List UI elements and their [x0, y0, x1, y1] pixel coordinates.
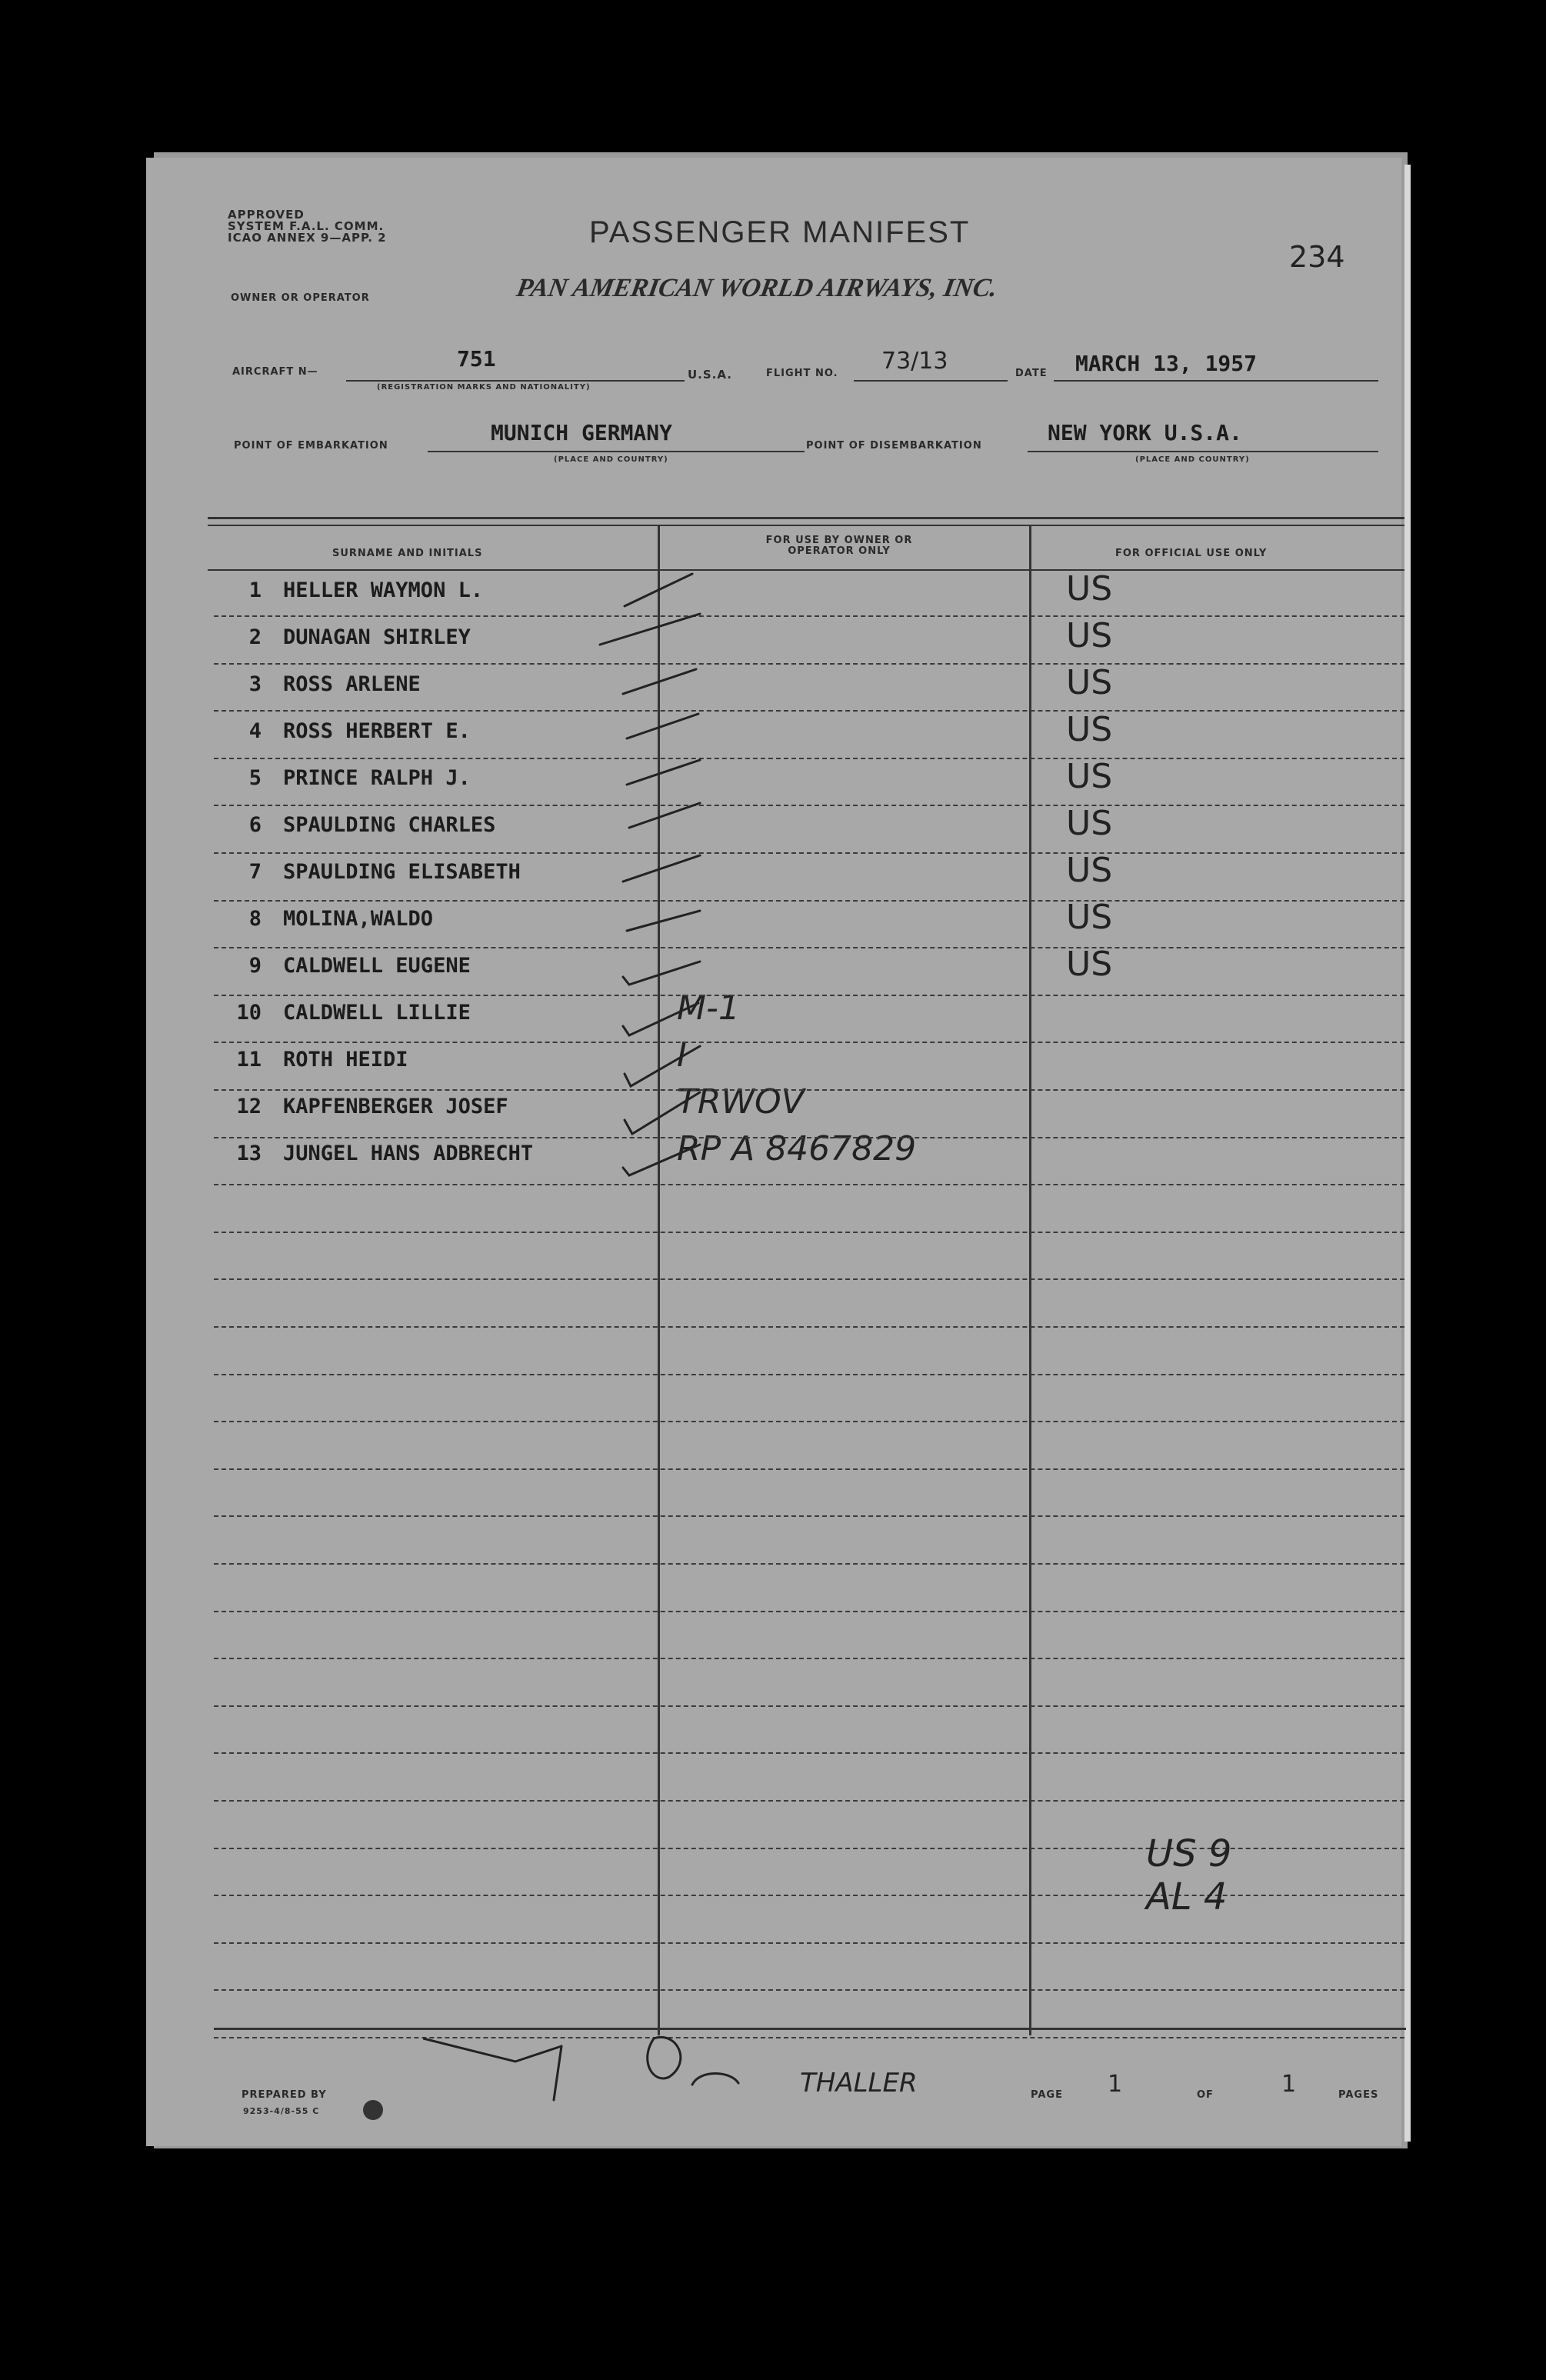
- official-note: US: [1066, 757, 1113, 796]
- row-rule: [214, 1658, 1404, 1659]
- row-rule: [214, 805, 1404, 806]
- check-marks: [585, 569, 708, 1185]
- official-note: US: [1066, 851, 1113, 890]
- row-number: 8: [248, 907, 262, 931]
- row-number: 5: [248, 766, 262, 790]
- row-rule: [214, 995, 1404, 996]
- approval-stamp: [228, 209, 387, 244]
- passenger-name: MOLINA,WALDO: [283, 907, 434, 931]
- date-underline: [1054, 380, 1378, 382]
- flight-label: FLIGHT NO.: [766, 368, 838, 379]
- operator-note: M-1: [677, 988, 740, 1028]
- embarkation-underline: [428, 451, 805, 452]
- passenger-name: ROSS HERBERT E.: [283, 719, 471, 743]
- prepared-by-label: PREPARED BY: [242, 2089, 327, 2101]
- row-rule: [214, 1468, 1404, 1470]
- embarkation-label: POINT OF EMBARKATION: [234, 440, 388, 452]
- passenger-name: CALDWELL LILLIE: [283, 1001, 471, 1025]
- row-number: 9: [248, 954, 262, 978]
- row-rule: [214, 1184, 1404, 1185]
- passenger-name: SPAULDING CHARLES: [283, 813, 496, 837]
- column-divider-2: [1029, 526, 1031, 2035]
- flight-number: 73/13: [881, 348, 948, 375]
- aircraft-country: U.S.A.: [688, 368, 732, 382]
- table-top-rule: [208, 517, 1404, 519]
- page-label: PAGE: [1031, 2089, 1063, 2101]
- signature-scribble: [423, 2015, 961, 2115]
- union-bug-icon: [363, 2100, 383, 2120]
- row-rule: [214, 615, 1404, 617]
- aircraft-label: AIRCRAFT N—: [232, 366, 318, 378]
- owner-name: PAN AMERICAN WORLD AIRWAYS, INC.: [514, 274, 1000, 302]
- row-number: 7: [248, 860, 262, 884]
- row-rule: [214, 663, 1404, 665]
- operator-note: RP A 8467829: [677, 1129, 917, 1168]
- approval-line: ICAO ANNEX 9—APP. 2: [228, 231, 387, 245]
- passenger-name: ROSS ARLENE: [283, 672, 421, 696]
- disembarkation-sublabel: (PLACE AND COUNTRY): [1135, 455, 1250, 464]
- passenger-name: DUNAGAN SHIRLEY: [283, 625, 471, 649]
- operator-note: TRWOV: [677, 1082, 805, 1122]
- official-note: US: [1066, 710, 1113, 749]
- row-number: 4: [248, 719, 262, 743]
- total-us: US 9: [1146, 1832, 1232, 1875]
- row-rule: [214, 1137, 1404, 1138]
- of-label: OF: [1197, 2089, 1214, 2101]
- sheet-edge: [1404, 165, 1411, 2142]
- row-rule: [214, 1989, 1404, 1991]
- embarkation-place: MUNICH GERMANY: [491, 420, 673, 445]
- official-note: US: [1066, 663, 1113, 702]
- footer-rule: [214, 2028, 1406, 2030]
- column-header-operator: FOR USE BY OWNER OR OPERATOR ONLY: [765, 535, 913, 557]
- row-rule: [214, 1515, 1404, 1517]
- page-number-stamp: 234: [1289, 240, 1345, 274]
- passenger-name: ROTH HEIDI: [283, 1048, 408, 1072]
- disembarkation-underline: [1028, 451, 1378, 452]
- row-rule: [214, 1374, 1404, 1375]
- row-number: 2: [248, 625, 262, 649]
- aircraft-number: 751: [457, 346, 496, 372]
- flight-underline: [854, 380, 1008, 382]
- page-value: 1: [1108, 2071, 1123, 2098]
- row-rule: [214, 1611, 1404, 1612]
- table-top-rule-2: [208, 525, 1404, 526]
- row-number: 3: [248, 672, 262, 696]
- passenger-name: CALDWELL EUGENE: [283, 954, 471, 978]
- totals-tally: [1146, 1832, 1231, 1918]
- row-rule: [214, 1421, 1404, 1422]
- row-number: 1: [248, 578, 262, 602]
- row-rule: [214, 1278, 1404, 1280]
- official-note: US: [1066, 945, 1113, 984]
- disembarkation-place: NEW YORK U.S.A.: [1048, 420, 1242, 445]
- passenger-name: PRINCE RALPH J.: [283, 766, 471, 790]
- row-rule: [214, 947, 1404, 948]
- column-header-official: FOR OFFICIAL USE ONLY: [1115, 548, 1268, 559]
- of-value: 1: [1281, 2071, 1297, 2098]
- pages-label: PAGES: [1338, 2089, 1379, 2101]
- row-rule: [214, 1042, 1404, 1043]
- passenger-name: JUNGEL HANS ADBRECHT: [283, 1142, 534, 1165]
- row-number: 6: [248, 813, 262, 837]
- column-header-name: SURNAME AND INITIALS: [332, 548, 483, 559]
- passenger-name: KAPFENBERGER JOSEF: [283, 1095, 508, 1118]
- row-rule: [214, 710, 1404, 712]
- aircraft-sublabel: (REGISTRATION MARKS AND NATIONALITY): [377, 383, 591, 392]
- row-rule: [214, 1089, 1404, 1091]
- passenger-name: HELLER WAYMON L.: [283, 578, 484, 602]
- row-number: 13: [236, 1142, 262, 1165]
- approval-line: APPROVED: [228, 208, 305, 222]
- row-rule: [214, 852, 1404, 854]
- official-note: US: [1066, 898, 1113, 937]
- form-code: 9253-4/8-55 C: [243, 2106, 320, 2116]
- row-number: 12: [236, 1095, 262, 1118]
- row-rule: [214, 1752, 1404, 1754]
- aircraft-underline: [346, 380, 685, 382]
- row-rule: [214, 1942, 1404, 1944]
- row-rule: [214, 1800, 1404, 1802]
- row-rule: [214, 1705, 1404, 1707]
- flight-date: MARCH 13, 1957: [1075, 351, 1258, 376]
- embarkation-sublabel: (PLACE AND COUNTRY): [554, 455, 668, 464]
- header-rule: [208, 569, 1404, 571]
- approval-line: SYSTEM F.A.L. COMM.: [228, 219, 385, 233]
- total-al: AL 4: [1146, 1875, 1228, 1918]
- row-number: 11: [236, 1048, 262, 1072]
- official-note: US: [1066, 569, 1113, 608]
- official-note: US: [1066, 616, 1113, 655]
- row-rule: [214, 1232, 1404, 1233]
- official-note: US: [1066, 804, 1113, 843]
- manifest-title: PASSENGER MANIFEST: [589, 215, 971, 249]
- date-label: DATE: [1015, 368, 1048, 379]
- signature: THALLER: [800, 2068, 918, 2098]
- operator-note: I: [677, 1035, 687, 1075]
- row-rule: [214, 1563, 1404, 1565]
- owner-label: OWNER OR OPERATOR: [231, 292, 370, 304]
- disembarkation-label: POINT OF DISEMBARKATION: [806, 440, 982, 452]
- row-rule: [214, 1326, 1404, 1328]
- row-number: 10: [236, 1001, 262, 1025]
- row-rule: [214, 900, 1404, 902]
- passenger-name: SPAULDING ELISABETH: [283, 860, 521, 884]
- row-rule: [214, 758, 1404, 759]
